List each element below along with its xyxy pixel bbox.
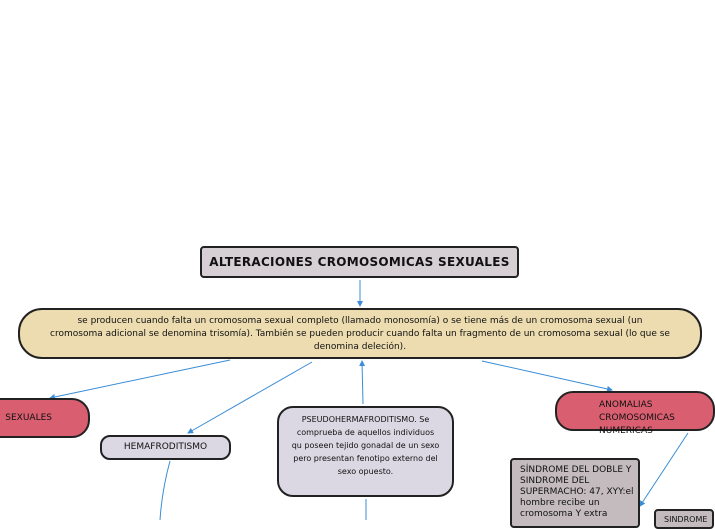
sindrome-node[interactable]: SINDROME bbox=[654, 509, 714, 529]
main-title-node[interactable]: ALTERACIONES CROMOSOMICAS SEXUALES bbox=[200, 246, 519, 278]
connector-anomalias-sindrome bbox=[640, 433, 688, 506]
description-node[interactable]: se producen cuando falta un cromosoma sexual completo (llamado monosomía) o se tiene más de un cromosoma sexual (un cromosoma adicional se denomina trisomía). También se pueden producir cuando falta un fragmento de un cromosoma sexual (lo que se denomina deleción). bbox=[18, 308, 702, 359]
connector-desc-anomalias bbox=[482, 361, 612, 390]
sindrome-doble-node[interactable]: SÍNDROME DEL DOBLE Y SINDROME DEL SUPERMACHO: 47, XYY:el hombre recibe un cromosoma Y extra bbox=[510, 458, 640, 528]
connector-desc-sexuales bbox=[50, 360, 230, 398]
connector-pseudo-desc bbox=[362, 361, 363, 404]
connector-hemaf-down bbox=[160, 461, 170, 520]
pseudohermafroditismo-node[interactable]: PSEUDOHERMAFRODITISMO. Se comprueba de aquellos individuos qu poseen tejido gonadal de un sexo pero presentan fenotipo externo del sexo opuesto. bbox=[277, 406, 454, 497]
sexuales-node[interactable]: SEXUALES bbox=[0, 398, 90, 438]
anomalias-node[interactable]: ANOMALIAS CROMOSOMICAS NUMERICAS bbox=[555, 391, 715, 431]
hemafroditismo-node[interactable]: HEMAFRODITISMO bbox=[100, 435, 231, 460]
